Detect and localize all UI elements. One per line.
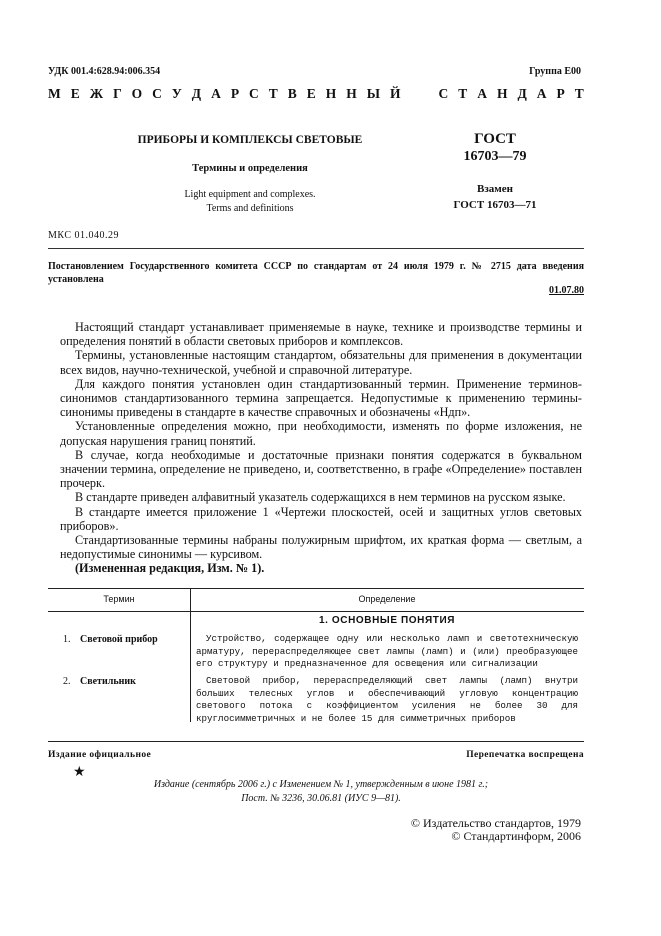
english-title-line-1: Light equipment and complexes. [184,189,316,200]
banner-letter: Т [458,86,468,101]
copyright-standartinform: © Стандартинформ, 2006 [451,829,581,843]
footer-divider [48,741,584,742]
banner-letter: С [152,86,162,101]
edition-info-line-1: Издание (сентябрь 2006 г.) с Изменением № 1, утвержденным в июне 1981 г.; [153,779,489,790]
banner-letter: М [48,86,61,101]
banner-letter: Ы [366,86,381,101]
english-title-line-2: Terms and definitions [206,203,294,214]
banner-letter: Д [191,86,202,101]
interstate-standard-banner [48,86,584,102]
introduction-date: 01.07.80 [549,285,584,296]
section-title: 1. ОСНОВНЫЕ ПОНЯТИЯ [318,615,456,626]
table-header-term: Термин [103,594,135,604]
star-icon: ★ [73,765,86,780]
gost-number: 16703—79 [463,149,527,164]
mks-code: МКС 01.040.29 [48,230,119,241]
banner-letter: Р [556,86,565,101]
intro-paragraph: В случае, когда необходимые и достаточные признаки понятия содержатся в буквальном значении термина, определение не приведено, и, соответственно, в графе «Определение» поставлен прочерк. [60,447,582,491]
banner-letter: Н [496,86,508,101]
term-definition-text: Световой прибор, перераспределяющий свет лампы (ламп) внутри больших телесных углов и обеспечивающий угловую концентрацию светового потока с коэффициентом усиления не более 30 для круглосимметричных и не более 15 для симметричных приборов [196,675,578,724]
banner-letter: Н [346,86,357,101]
banner-letter: У [171,86,182,101]
term-number: 1. [63,634,71,645]
header-divider [48,248,584,249]
copyright-publisher: © Издательство стандартов, 1979 [410,816,581,830]
udk-code: УДК 001.4:628.94:006.354 [48,66,161,77]
term-name: Светильник [80,676,136,687]
banner-letter: Р [230,86,240,101]
term-definition [196,675,578,725]
banner-letter: Е [306,86,316,101]
term-number: 2. [63,676,71,687]
term-definition [196,633,578,671]
banner-letter: В [287,86,297,101]
banner-letter: С [249,86,259,101]
term-name: Световой прибор [80,634,158,645]
gost-label: ГОСТ [474,131,516,147]
banner-letter: А [477,86,487,101]
table-header-border [48,611,584,612]
term-definition-text: Устройство, содержащее одну или несколько ламп и светотехническую арматуру, перераспределяющее свет лампы (ламп) и (или) преобразующее его структуру и предназначенное для освещения или сигнализации [196,633,578,670]
document-subtitle: Термины и определения [192,163,308,174]
intro-paragraph: В стандарте имеется приложение 1 «Чертежи плоскостей, осей и защитных углов световых приборов». [60,504,582,533]
banner-letter: О [131,86,143,101]
intro-paragraph: Установленные определения можно, при необходимости, изменять по форме изложения, не допуская нарушения границ понятий. [60,419,582,448]
table-header-definition: Определение [358,594,416,604]
banner-letter: А [536,86,547,101]
banner-letter: Г [113,86,122,101]
replaces-number: ГОСТ 16703—71 [453,199,537,211]
decree-text: Постановлением Государственного комитета СССР по стандартам от 24 июля 1979 г. № 2715 дата введения установлена [48,261,584,285]
reprint-prohibited-label: Перепечатка воспрещена [466,750,584,760]
intro-paragraph: Настоящий стандарт устанавливает применяемые в науке, технике и производстве термины и определения понятий в области световых приборов и комплексов. [60,320,582,349]
amendment-note: (Измененная редакция, Изм. № 1). [75,561,265,576]
table-column-divider [190,588,191,722]
banner-letter: Н [325,86,337,101]
group-code: Группа Е00 [529,66,581,77]
intro-text [60,320,582,576]
intro-paragraph: Стандартизованные термины набраны полужирным шрифтом, их краткая форма — светлым, а недопустимые синонимы — курсивом. [60,533,582,562]
official-edition-label: Издание официальное [48,750,152,760]
banner-letter: Ж [89,86,104,101]
banner-letter: Е [70,86,80,101]
banner-letter: Й [390,86,401,101]
banner-letter: Т [574,86,584,101]
banner-letter: С [438,86,449,101]
edition-info-line-2: Пост. № 3236, 30.06.81 (ИУС 9—81). [241,793,401,804]
banner-letter: А [211,86,221,101]
replaces-label: Взамен [477,183,513,195]
banner-letter [411,86,429,102]
banner-letter: Т [268,86,278,101]
banner-letter: Д [517,86,527,101]
intro-paragraph: Термины, установленные настоящим стандартом, обязательны для применения в документации всех видов, научно-технической, учебной и справочной литературе. [60,348,582,377]
document-title: ПРИБОРЫ И КОМПЛЕКСЫ СВЕТОВЫЕ [137,134,363,146]
intro-paragraph: В стандарте приведен алфавитный указатель содержащихся в нем терминов на русском языке. [75,490,566,505]
table-top-border [48,588,584,589]
intro-paragraph: Для каждого понятия установлен один стандартизованный термин. Применение терминов-синонимов стандартизованного термина запрещается. Недопустимые к применению термины-синонимы приведены в стандарте в качестве справочных и обозначены «Ндп». [60,376,582,420]
